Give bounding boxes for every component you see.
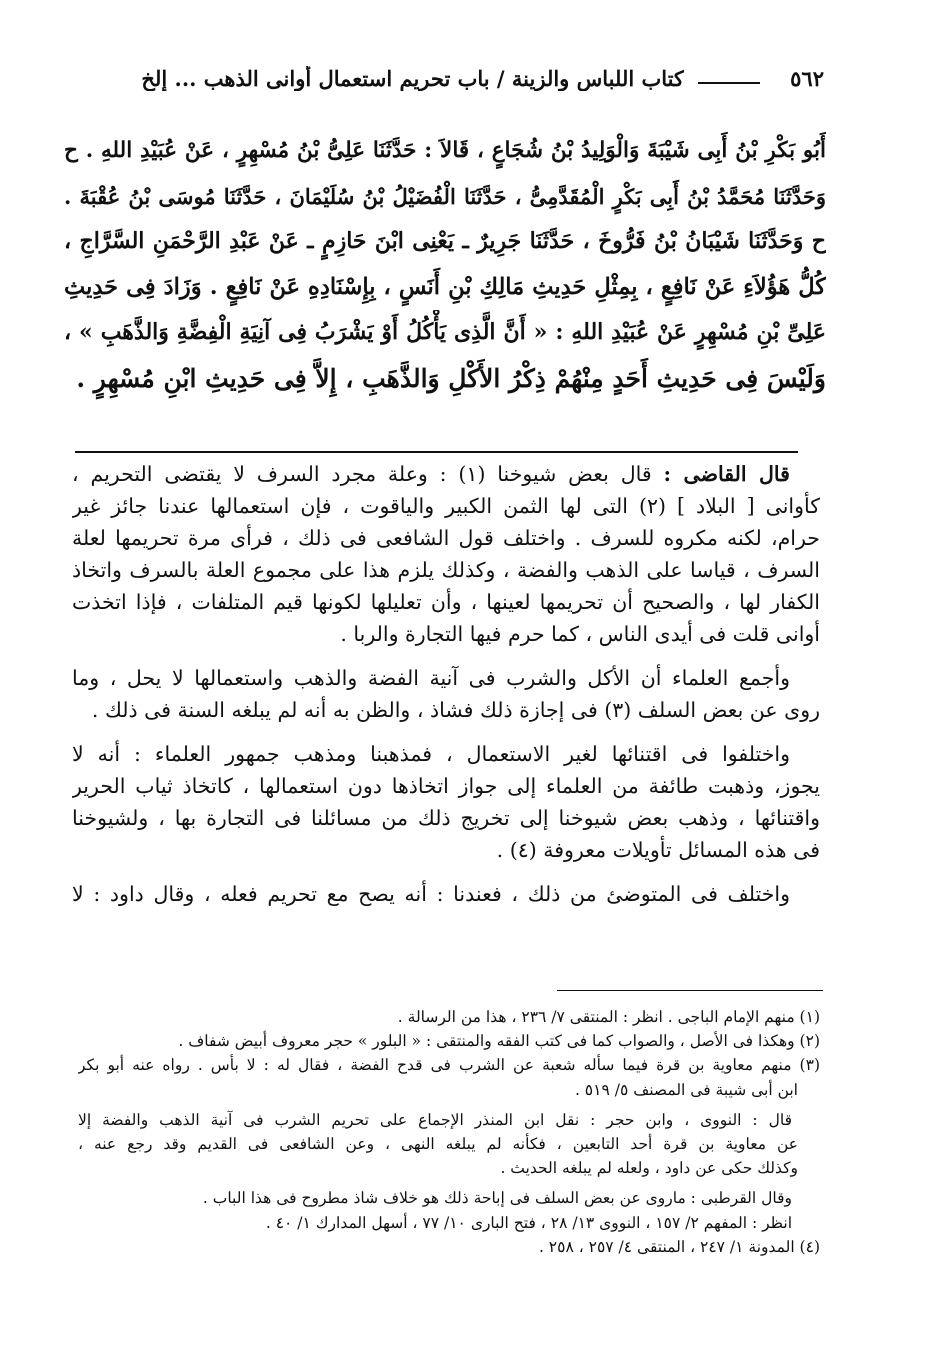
commentary-line	[72, 458, 820, 490]
commentary-line: أوانى قلت فى أيدى الناس ، كما حرم فيها التجارة والربا .	[340, 622, 820, 646]
hadith-line: وَلَيْسَ فِى حَدِيثِ أَحَدٍ مِنْهُمْ ذِكْرُ الأَكْلِ وَالذَّهَبِ ، إِلاَّ فِى حَدِيثِ ابْنِ مُسْهِرٍ .	[76, 363, 826, 393]
commentary-line: كأوانى [ البلاد ] (٢) التى لها الثمن الكبير والياقوت ، فإن استعمالها عندنا جائز غير	[72, 494, 820, 518]
header-title: كتاب اللباس والزينة / باب تحريم استعمال أوانى الذهب ... إلخ	[141, 66, 684, 91]
footnote-divider	[557, 990, 823, 991]
commentary-line: فى هذه المسائل تأويلات معروفة (٤) .	[496, 838, 820, 862]
hadith-line: ح وَحَدَّثَنَا شَيْبَانُ بْنُ فَرُّوخَ ، حَدَّثَنَا جَرِيرٌ ـ يَعْنِى ابْنَ حَازِمٍ ـ عَنْ عَبْدِ الرَّحْمَنِ السَّرَّاجِ ،	[64, 228, 826, 254]
hadith-text	[64, 128, 826, 401]
footnote-3-quote: قال : النووى ، وابن حجر : نقل ابن المنذر الإجماع على تحريم الشرب فى آنية الذهب والفضة إلا	[78, 1110, 792, 1129]
commentary-paragraph	[72, 878, 820, 910]
commentary-line: الكفار لها ، والصحيح أن تحريمها لعينها ، وأن تعليلها لكونها قيم المتلفات ، فإذا اتخذت	[72, 590, 820, 614]
commentary-text: قال بعض شيوخنا (١) : وعلة مجرد السرف لا يقتضى التحريم ،	[72, 462, 652, 486]
commentary-line: حرام، لكنه مكروه للسرف . واختلف قول الشافعى فى ذلك ، فرأى مرة تحريمها لعلة	[72, 526, 820, 550]
commentary-line: السرف ، قياسا على الذهب والفضة ، وكذلك يلزم هذا على مجموع العلة بالسرف واتخاذ	[72, 558, 820, 582]
commentary-line: واختلفوا فى اقتنائها لغير الاستعمال ، فمذهبنا ومذهب جمهور العلماء : أنه لا	[72, 742, 790, 766]
footnote-4: (٤) المدونة ١/ ٢٤٧ ، المنتقى ٤/ ٢٥٧ ، ٢٥٨ .	[538, 1237, 820, 1256]
commentary-line: روى عن بعض السلف (٣) فى إجازة ذلك فشاذ ، والظن به أنه لم يبلغه السنة فى ذلك .	[91, 698, 820, 722]
footnote-2: (٢) وهكذا فى الأصل ، والصواب كما فى كتب الفقه والمنتقى : « البلور » حجر معروف أبيض شفاف .	[178, 1032, 820, 1051]
header-rule	[698, 82, 760, 84]
hadith-line: عَلِىِّ بْنِ مُسْهِرٍ عَنْ عُبَيْدِ اللهِ : « أَنَّ الَّذِى يَأْكُلُ أَوْ يَشْرَبُ فِى آنِيَةِ الْفِضَّةِ وَالذَّهَبِ » ،	[64, 319, 826, 345]
footnote-3-quote: عن معاوية بن قرة أحد التابعين ، فكأنه لم يبلغه النهى ، وعن الشافعى فى القديم وقد رجع عنه ،	[78, 1134, 798, 1153]
footnote-3-quote: وكذلك حكى عن داود ، ولعله لم يبلغه الحديث .	[500, 1159, 798, 1178]
hadith-line: أَبُو بَكْرِ بْنُ أَبِى شَيْبَةَ وَالْوَلِيدُ بْنُ شُجَاعٍ ، قَالاَ : حَدَّثَنَا عَلِىُّ بْنُ مُسْهِرٍ ، عَنْ عُبَيْدِ اللهِ . ح	[64, 138, 826, 163]
commentary-paragraph	[72, 458, 820, 650]
commentary-line: واقتنائها ، وذهب بعض شيوخنا إلى تخريج ذلك من مسائلنا فى التجارة بها ، ولشيوخنا	[72, 806, 820, 830]
commentary-line: وأجمع العلماء أن الأكل والشرب فى آنية الفضة والذهب واستعمالها لا يحل ، وما	[72, 666, 790, 690]
commentary-line: يجوز، وذهبت طائفة من العلماء إلى جواز اتخاذها دون استعمالها ، كاتخاذ ثياب الحرير	[72, 774, 820, 798]
footnotes	[78, 1005, 820, 1259]
footnote-3-refs: انظر : المفهم ٢/ ١٥٧ ، النووى ١٣/ ٢٨ ، فتح البارى ١٠/ ٧٧ ، أسهل المدارك ١/ ٤٠ .	[265, 1213, 792, 1232]
commentary-line: واختلف فى المتوضئ من ذلك ، فعندنا : أنه يصح مع تحريم فعله ، وقال داود : لا	[72, 882, 790, 906]
running-header	[82, 62, 824, 102]
commentary	[72, 458, 820, 922]
footnote-3-qurtubi: وقال القرطبى : ماروى عن بعض السلف فى إباحة ذلك هو خلاف شاذ مطروح فى هذا الباب .	[202, 1189, 792, 1208]
section-divider	[75, 451, 798, 453]
hadith-line: وَحَدَّثَنَا مُحَمَّدُ بْنُ أَبِى بَكْرٍ الْمُقَدَّمِىُّ ، حَدَّثَنَا الْفُضَيْلُ بْنُ سُلَيْمَانَ ، حَدَّثَنَا مُوسَى بْنُ عُقْبَةَ .	[64, 183, 826, 209]
commentary-paragraph	[72, 662, 820, 726]
commentary-paragraph	[72, 738, 820, 866]
hadith-line: كُلُّ هَؤُلاَءِ عَنْ نَافِعٍ ، بِمِثْلِ حَدِيثِ مَالِكِ بْنِ أَنَسٍ ، بِإِسْنَادِهِ عَنْ نَافِعٍ . وَزَادَ فِى حَدِيثِ	[64, 273, 826, 300]
footnote-1: (١) منهم الإمام الباجى . انظر : المنتقى ٧/ ٢٣٦ ، هذا من الرسالة .	[397, 1008, 820, 1026]
page-number: ٥٦٢	[790, 66, 824, 91]
footnote-3-cont: ابن أبى شيبة فى المصنف ٥/ ٥١٩ .	[574, 1080, 798, 1099]
commentary-lead: قال القاضى :	[663, 462, 790, 486]
footnote-3: (٣) منهم معاوية بن قرة فيما سأله شعبة عن الشرب فى قدح الفضة ، فقال له : لا بأس . رواه عنه أبو بكر	[78, 1056, 820, 1075]
